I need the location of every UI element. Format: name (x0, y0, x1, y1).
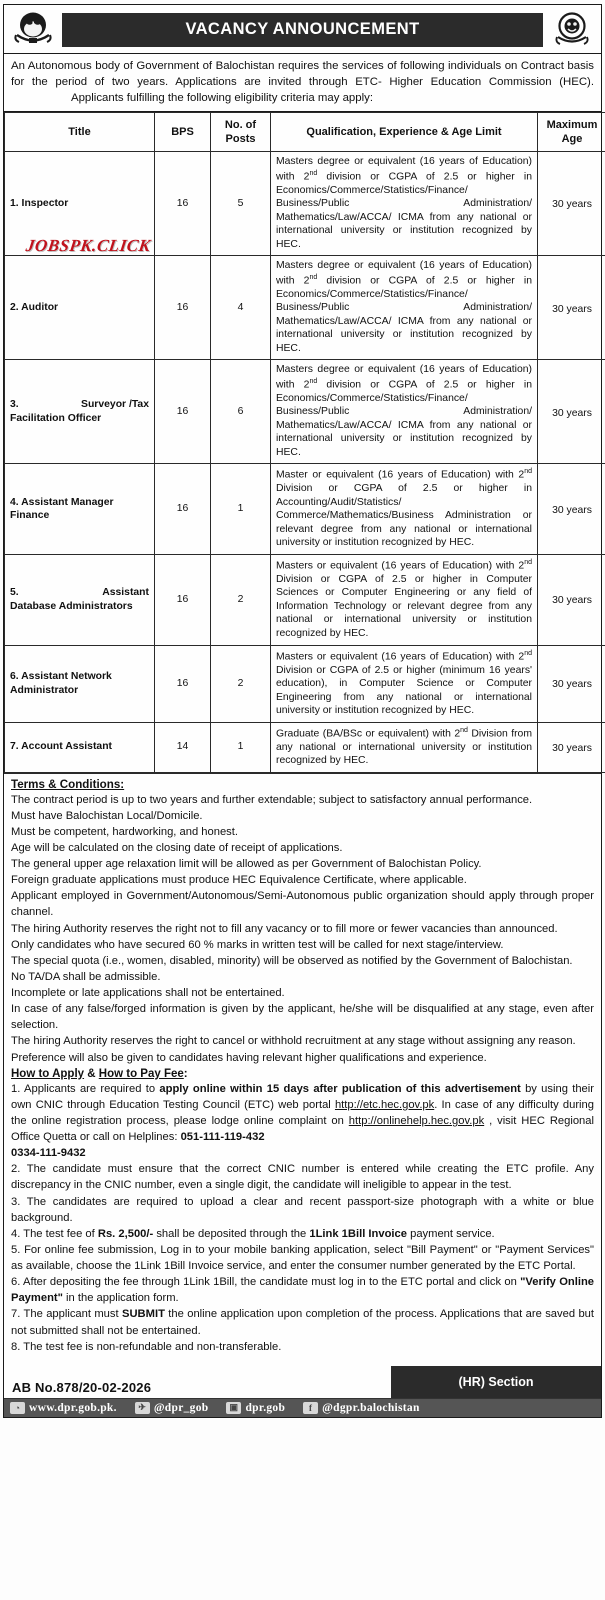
cell-max-age: 30 years (538, 464, 605, 555)
cell-qualification: Masters degree or equivalent (16 years of Education) with 2nd division or CGPA of 2.5 or higher in Economics/Commerce/Statistics/Finance/ Business/Public Administration/ Mathematics/Law/ACCA/ ICMA from any national or international university or institution recognized by HEC. (271, 360, 538, 464)
apply-step-8: 8. The test fee is non-refundable and non-transferable. (11, 1340, 282, 1353)
terms-list (11, 792, 594, 1066)
step1-text-2: by using their own CNIC through Education Testing Council (ETC) web portal (11, 1082, 594, 1111)
terms-item: The special quota (i.e., women, disabled, minority) will be observed as notified by the Government of Balochistan. (11, 954, 573, 967)
cell-title: 1. Inspector (5, 152, 155, 256)
terms-item: Incomplete or late applications shall not be entertained. (11, 987, 285, 1000)
column-header-posts: No. of Posts (211, 112, 271, 152)
how-to-apply-label: How to Apply (11, 1067, 85, 1080)
step7-text-2: the online application upon completion of the process. Applications that are saved but not submitted shall not be entertained. (11, 1308, 595, 1337)
test-fee-amount: Rs. 2,500/- (97, 1227, 154, 1240)
step4-text-3: payment service. (406, 1227, 495, 1240)
cell-title: 2. Auditor (5, 256, 155, 360)
terms-item: Age will be calculated on the closing date of receipt of applications. (11, 841, 343, 854)
vacancy-table (4, 112, 605, 773)
cell-bps: 16 (155, 360, 211, 464)
terms-item: Preference will also be given to candidates having relevant higher qualifications and experience. (11, 1051, 487, 1064)
apply-step-6 (11, 1274, 594, 1306)
social-link-instagram[interactable] (226, 1402, 285, 1414)
hr-section-badge: (HR) Section (391, 1366, 601, 1398)
intro-main-text: An Autonomous body of Government of Balochistan requires the services of following individuals on Contract basis for the period of two years. Applications are invited through ETC- Higher Education Commission (HEC). (11, 60, 594, 89)
cell-posts: 1 (211, 722, 271, 772)
instagram-icon: ▣ (226, 1402, 241, 1414)
step4-text-2: shall be deposited through the (153, 1227, 310, 1240)
cell-max-age: 30 years (538, 360, 605, 464)
step4-text-1: 4. The test fee of (11, 1227, 98, 1240)
cell-title: 4. Assistant Manager Finance (5, 464, 155, 555)
apply-step-5: 5. For online fee submission, Log in to your mobile banking application, select "Bill Payment" or "Payment Services" as available, choose the 1Link 1Bill Invoice service, and enter the consumer number generated by the ETC Portal. (11, 1243, 594, 1273)
cell-max-age: 30 years (538, 256, 605, 360)
cell-max-age: 30 years (538, 554, 605, 645)
step6-text-1: 6. After depositing the fee through 1Link 1Bill, the candidate must log in to the ETC portal and click on (11, 1276, 521, 1289)
helpline-number-1: 051-111-119-432 (180, 1131, 265, 1144)
apply-step-1-phone2 (11, 1145, 594, 1161)
terms-item: Foreign graduate applications must produce HEC Equivalence Certificate, where applicable. (11, 874, 467, 887)
cell-posts: 4 (211, 256, 271, 360)
apply-step-2: 2. The candidate must ensure that the correct CNIC number is entered while creating the ETC profile. Any discrepancy in the CNIC number, even a single digit, the candidate will ineligible to appear in the test. (11, 1163, 594, 1192)
banner-title: VACANCY ANNOUNCEMENT (62, 13, 543, 47)
cell-qualification: Masters or equivalent (16 years of Education) with 2nd Division or CGPA of 2.5 or higher in Computer Sciences or Computer Engineering or any field of Information Technology or relevant degree from any national or international university or institution recognized by HEC. (271, 554, 538, 645)
terms-item: No TA/DA shall be admissible. (11, 970, 161, 983)
cell-bps: 16 (155, 554, 211, 645)
helpline-number-2: 0334-111-9432 (11, 1147, 86, 1160)
submit-label: SUBMIT (122, 1308, 165, 1321)
table-header-row (5, 112, 605, 152)
table-row (5, 645, 605, 722)
step1-text-4: , visit HEC Regional Office Quetta or call on Helplines: (11, 1114, 594, 1144)
column-header-title: Title (5, 112, 155, 152)
advertisement-document (3, 4, 602, 1418)
how-to-apply-heading (11, 1068, 594, 1080)
terms-heading: Terms & Conditions: (11, 777, 125, 791)
apply-step-1 (11, 1081, 594, 1146)
cell-max-age: 30 years (538, 722, 605, 772)
application-steps (11, 1081, 594, 1355)
cell-max-age: 30 years (538, 645, 605, 722)
how-to-pay-fee-label: How to Pay Fee (98, 1067, 184, 1080)
terms-item: The general upper age relaxation limit will be allowed as per Government of Balochistan Policy. (11, 858, 482, 871)
balochistan-government-emblem-icon (10, 9, 56, 51)
apply-step-3: 3. The candidates are required to upload a clear and recent passport-size photograph with a white or blue background. (11, 1195, 594, 1224)
table-row (5, 554, 605, 645)
cell-qualification: Masters degree or equivalent (16 years of Education) with 2nd division or CGPA of 2.5 or higher in Economics/Commerce/Statistics/Finance/ Business/Public Administration/ Mathematics/Law/ACCA/ ICMA from any national or international university or institution recognized by HEC. (271, 152, 538, 256)
table-row (5, 722, 605, 772)
social-label: @dgpr.balochistan (322, 1401, 420, 1414)
step1-bold-deadline: apply online within 15 days after publication of this advertisement (159, 1082, 521, 1095)
cell-title: 6. Assistant Network Administrator (5, 645, 155, 722)
table-row (5, 152, 605, 256)
terms-item: The hiring Authority reserves the right not to fill any vacancy or to fill more or fewer vacancies than announced. (11, 922, 558, 935)
introduction-paragraph (4, 54, 601, 112)
twitter-icon: ✈ (135, 1402, 150, 1414)
cell-posts: 2 (211, 645, 271, 722)
cell-posts: 6 (211, 360, 271, 464)
terms-item: In case of any false/forged information is given by the applicant, he/she will be disqualified at any stage, even after selection. (11, 1003, 594, 1032)
document-header (4, 5, 601, 54)
step1-number: 1. (11, 1082, 21, 1095)
step7-text-1: 7. The applicant must (11, 1308, 123, 1321)
heading-ampersand: & (87, 1067, 96, 1080)
table-row (5, 360, 605, 464)
etc-portal-link[interactable]: http://etc.hec.gov.pk (334, 1098, 435, 1111)
terms-item: Applicant employed in Government/Autonomous/Semi-Autonomous public organization should apply through proper channel. (11, 890, 594, 919)
department-emblem-icon (549, 9, 595, 51)
advertisement-reference-number: AB No.878/20-02-2026 (12, 1379, 152, 1395)
social-link-twitter[interactable] (135, 1402, 209, 1414)
cell-bps: 16 (155, 645, 211, 722)
apply-step-4 (11, 1226, 594, 1242)
cell-title: 5. Assistant Database Administrators (5, 554, 155, 645)
step1-text-3: . In case of any difficulty during the online registration process, please lodge online complaint on (11, 1098, 594, 1127)
terms-and-conditions-section (4, 773, 601, 1361)
social-link-globe[interactable] (10, 1402, 117, 1414)
cell-posts: 1 (211, 464, 271, 555)
social-label: dpr.gob (245, 1401, 286, 1414)
column-header-max-age: Maximum Age (538, 112, 605, 152)
cell-qualification: Masters degree or equivalent (16 years of Education) with 2nd division or CGPA of 2.5 or higher in Economics/Commerce/Statistics/Finance/ Business/Public Administration/ Mathematics/Law/ACCA/ ICMA from any national or international university or institution recognized by HEC. (271, 256, 538, 360)
globe-icon: ◔ (10, 1402, 25, 1414)
column-header-qualification: Qualification, Experience & Age Limit (271, 112, 538, 152)
heading-colon: : (183, 1067, 188, 1080)
table-row (5, 464, 605, 555)
step6-text-2: in the application form. (62, 1292, 179, 1305)
step1-text-1: Applicants are required to (24, 1082, 160, 1095)
apply-step-7 (11, 1306, 594, 1338)
social-label: @dpr_gob (153, 1401, 209, 1414)
social-link-facebook[interactable] (303, 1402, 420, 1414)
payment-service-name: 1Link 1Bill Invoice (309, 1227, 407, 1240)
onlinehelp-portal-link[interactable]: http://onlinehelp.hec.gov.pk (348, 1114, 485, 1127)
social-label: www.dpr.gob.pk. (29, 1401, 117, 1414)
intro-tail-text: Applicants fulfilling the following eligibility criteria may apply: (71, 92, 373, 105)
cell-bps: 16 (155, 256, 211, 360)
cell-posts: 2 (211, 554, 271, 645)
cell-title: 7. Account Assistant (5, 722, 155, 772)
cell-qualification: Graduate (BA/BSc or equivalent) with 2nd Division from any national or international university or institution recognized by HEC. (271, 722, 538, 772)
column-header-bps: BPS (155, 112, 211, 152)
terms-item: Must be competent, hardworking, and honest. (11, 825, 238, 838)
footer-row (4, 1361, 601, 1398)
table-row (5, 256, 605, 360)
terms-item: The contract period is up to two years and further extendable; subject to satisfactory annual performance. (11, 793, 533, 806)
verify-online-payment-label: "Verify Online Payment" (11, 1276, 594, 1305)
cell-posts: 5 (211, 152, 271, 256)
cell-bps: 16 (155, 152, 211, 256)
vacancy-table-body (5, 152, 605, 772)
terms-item: Must have Balochistan Local/Domicile. (11, 809, 203, 822)
cell-bps: 16 (155, 464, 211, 555)
terms-item: Only candidates who have secured 60 % marks in written test will be called for next stage/interview. (11, 938, 504, 951)
cell-qualification: Master or equivalent (16 years of Education) with 2nd Division or CGPA of 2.5 or higher in Accounting/Audit/Statistics/ Commerce/Mathematics/Business Administration or relevant degree from any national or international university or institution recognized by HEC. (271, 464, 538, 555)
site-watermark: JOBSPK.CLICK (24, 236, 152, 255)
cell-max-age: 30 years (538, 152, 605, 256)
social-media-bar (4, 1398, 601, 1417)
cell-qualification: Masters or equivalent (16 years of Education) with 2nd Division or CGPA of 2.5 or higher (minimum 16 years' education), in Computer Science or Computer Engineering from any national or international university or institution recognized by HEC. (271, 645, 538, 722)
terms-item: The hiring Authority reserves the right to cancel or withhold recruitment at any stage without assigning any reason. (11, 1035, 576, 1048)
cell-title: 3. Surveyor /Tax Facilitation Officer (5, 360, 155, 464)
facebook-icon: f (303, 1402, 318, 1414)
cell-bps: 14 (155, 722, 211, 772)
